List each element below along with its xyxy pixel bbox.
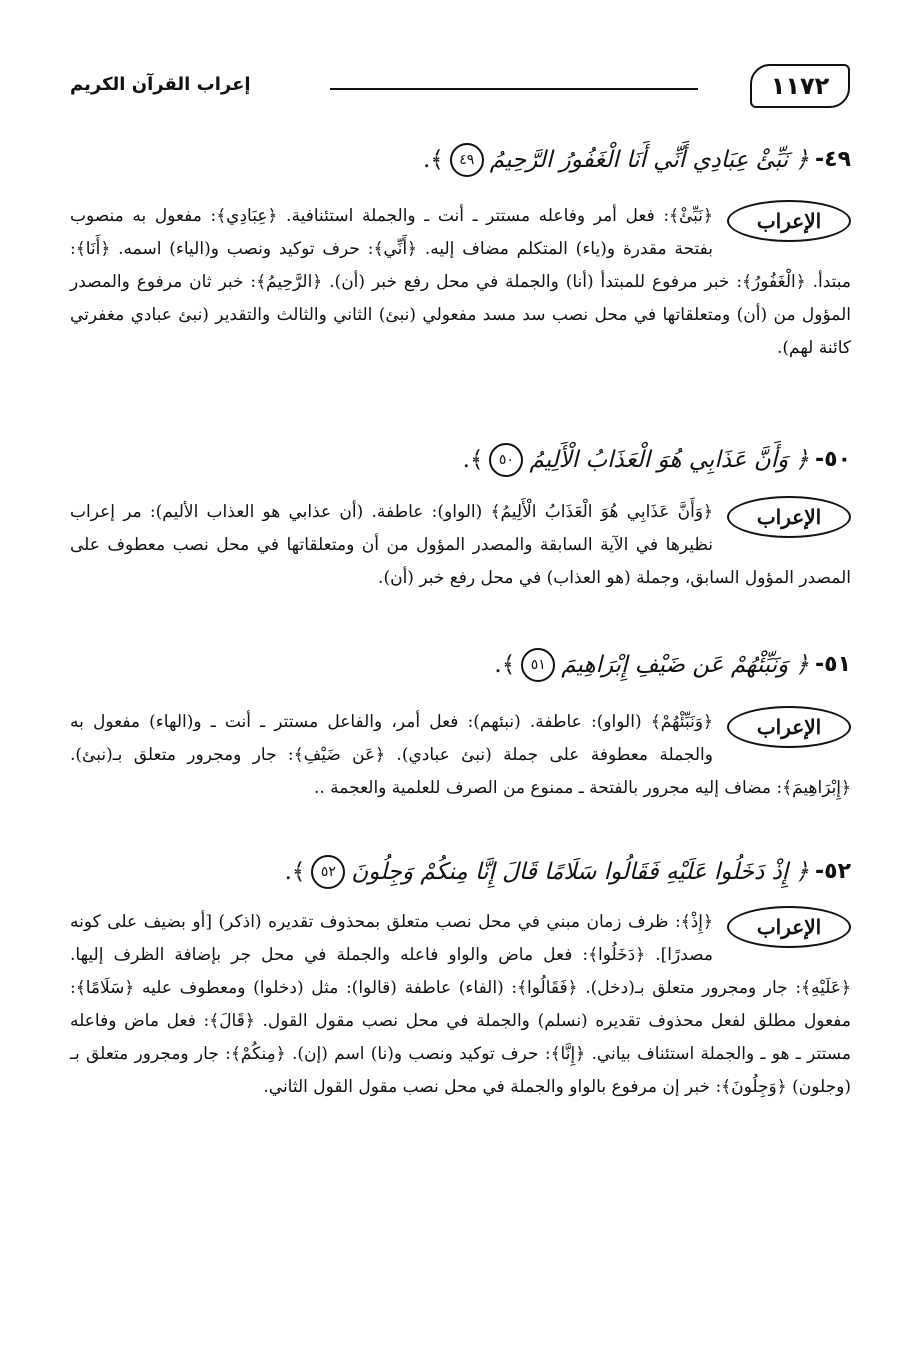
book-title: إعراب القرآن الكريم <box>70 74 251 95</box>
verse-end: ﴾. <box>284 859 306 885</box>
irab-text: ﴿وَأَنَّ عَذَابِي هُوَ الْعَذَابُ الْأَلِيمُ﴾ (الواو): عاطفة. (أن عذابي هو العذاب الأليم): مر إعراب نظيرها في الآية السابقة والمصدر المؤول من أن ومتعلقاتها في محل نصب معطوف على المصدر المؤول السابق، وجملة (هو العذاب) في محل رفع خبر (أن). <box>70 502 851 588</box>
irab-block <box>70 906 851 1104</box>
verse-number: ٥٢- <box>815 859 851 884</box>
irab-text: ﴿إِذْ﴾: ظرف زمان مبني في محل نصب متعلق بمحذوف تقديره (اذكر) [أو بضيف على كونه مصدرًا]. ﴿دَخَلُوا﴾: فعل ماض والواو فاعله والجملة في محل جر بإضافة الظرف إليها. ﴿عَلَيْهِ﴾: جار ومجرور متعلق بـ(دخل). ﴿فَقَالُوا﴾: (الفاء) عاطفة (قالوا): مثل (دخلوا) ومعطوف عليه ﴿سَلَامًا﴾: مفعول مطلق لفعل محذوف تقديره (نسلم) والجملة في محل نصب مقول القول. ﴿قَالَ﴾: فعل ماض وفاعله مستتر ـ هو ـ والجملة استئناف بياني. ﴿إِنَّا﴾: حرف توكيد ونصب و(نا) اسم (إن). ﴿مِنكُمْ﴾: جار ومجرور متعلق بـ (وجلون) ﴿وَجِلُونَ﴾: خبر إن مرفوع بالواو والجملة في محل نصب مقول القول الثاني. <box>70 912 851 1097</box>
irab-block <box>70 200 851 365</box>
verse-line <box>70 440 851 480</box>
verse-line <box>70 852 851 892</box>
irab-text: ﴿وَنَبِّئْهُمْ﴾ (الواو): عاطفة. (نبئهم): فعل أمر، والفاعل مستتر ـ أنت ـ و(الهاء) مفعول به والجملة معطوفة على جملة (نبئ عبادي). ﴿عَن ضَيْفِ﴾: جار ومجرور متعلق بـ(نبئ). ﴿إِبْرَاهِيمَ﴾: مضاف إليه مجرور بالفتحة ـ ممنوع من الصرف للعلمية والعجمة .. <box>70 712 851 798</box>
irab-label: الإعراب <box>727 496 851 538</box>
irab-label: الإعراب <box>727 200 851 242</box>
verse-end: ﴾. <box>462 447 484 473</box>
verse-number: ٤٩- <box>815 147 851 172</box>
verse-number: ٥٠- <box>815 447 851 472</box>
ayah-marker: ٤٩ <box>450 143 484 177</box>
page-number: ١١٧٢ <box>750 64 850 108</box>
verse-text: ﴿ إِذْ دَخَلُوا عَلَيْهِ فَقَالُوا سَلَامًا قَالَ إِنَّا مِنكُمْ وَجِلُونَ <box>351 859 809 885</box>
verse-text: ﴿ نَبِّئْ عِبَادِي أَنِّي أَنَا الْغَفُورُ الرَّحِيمُ <box>489 147 809 173</box>
verse-text: ﴿ وَأَنَّ عَذَابِي هُوَ الْعَذَابُ الْأَلِيمُ <box>529 447 809 473</box>
ayah-marker: ٥٠ <box>489 443 523 477</box>
irab-label: الإعراب <box>727 906 851 948</box>
ayah-marker: ٥١ <box>521 648 555 682</box>
irab-block <box>70 496 851 595</box>
header-rule <box>330 88 698 90</box>
verse-end: ﴾. <box>494 652 516 678</box>
irab-block <box>70 706 851 805</box>
verse-end: ﴾. <box>422 147 444 173</box>
verse-line <box>70 140 851 180</box>
verse-line <box>70 645 851 685</box>
irab-label: الإعراب <box>727 706 851 748</box>
ayah-marker: ٥٢ <box>311 855 345 889</box>
verse-number: ٥١- <box>815 652 851 677</box>
page-header <box>70 64 850 114</box>
verse-text: ﴿ وَنَبِّئْهُمْ عَن ضَيْفِ إِبْرَاهِيمَ <box>561 652 809 678</box>
irab-text: ﴿نَبِّئْ﴾: فعل أمر وفاعله مستتر ـ أنت ـ والجملة استئنافية. ﴿عِبَادِي﴾: مفعول به منصوب بفتحة مقدرة و(ياء) المتكلم مضاف إليه. ﴿أَنِّي﴾: حرف توكيد ونصب و(الياء) اسمه. ﴿أَنَا﴾: مبتدأ. ﴿الْغَفُورُ﴾: خبر مرفوع للمبتدأ (أنا) والجملة في محل رفع خبر (أن). ﴿الرَّحِيمُ﴾: خبر ثان مرفوع والمصدر المؤول من (أن) ومتعلقاتها في محل نصب سد مسد مفعولي (نبئ) الثاني والثالث والتقدير (نبئ عبادي مغفرتي كائنة لهم). <box>70 206 851 358</box>
